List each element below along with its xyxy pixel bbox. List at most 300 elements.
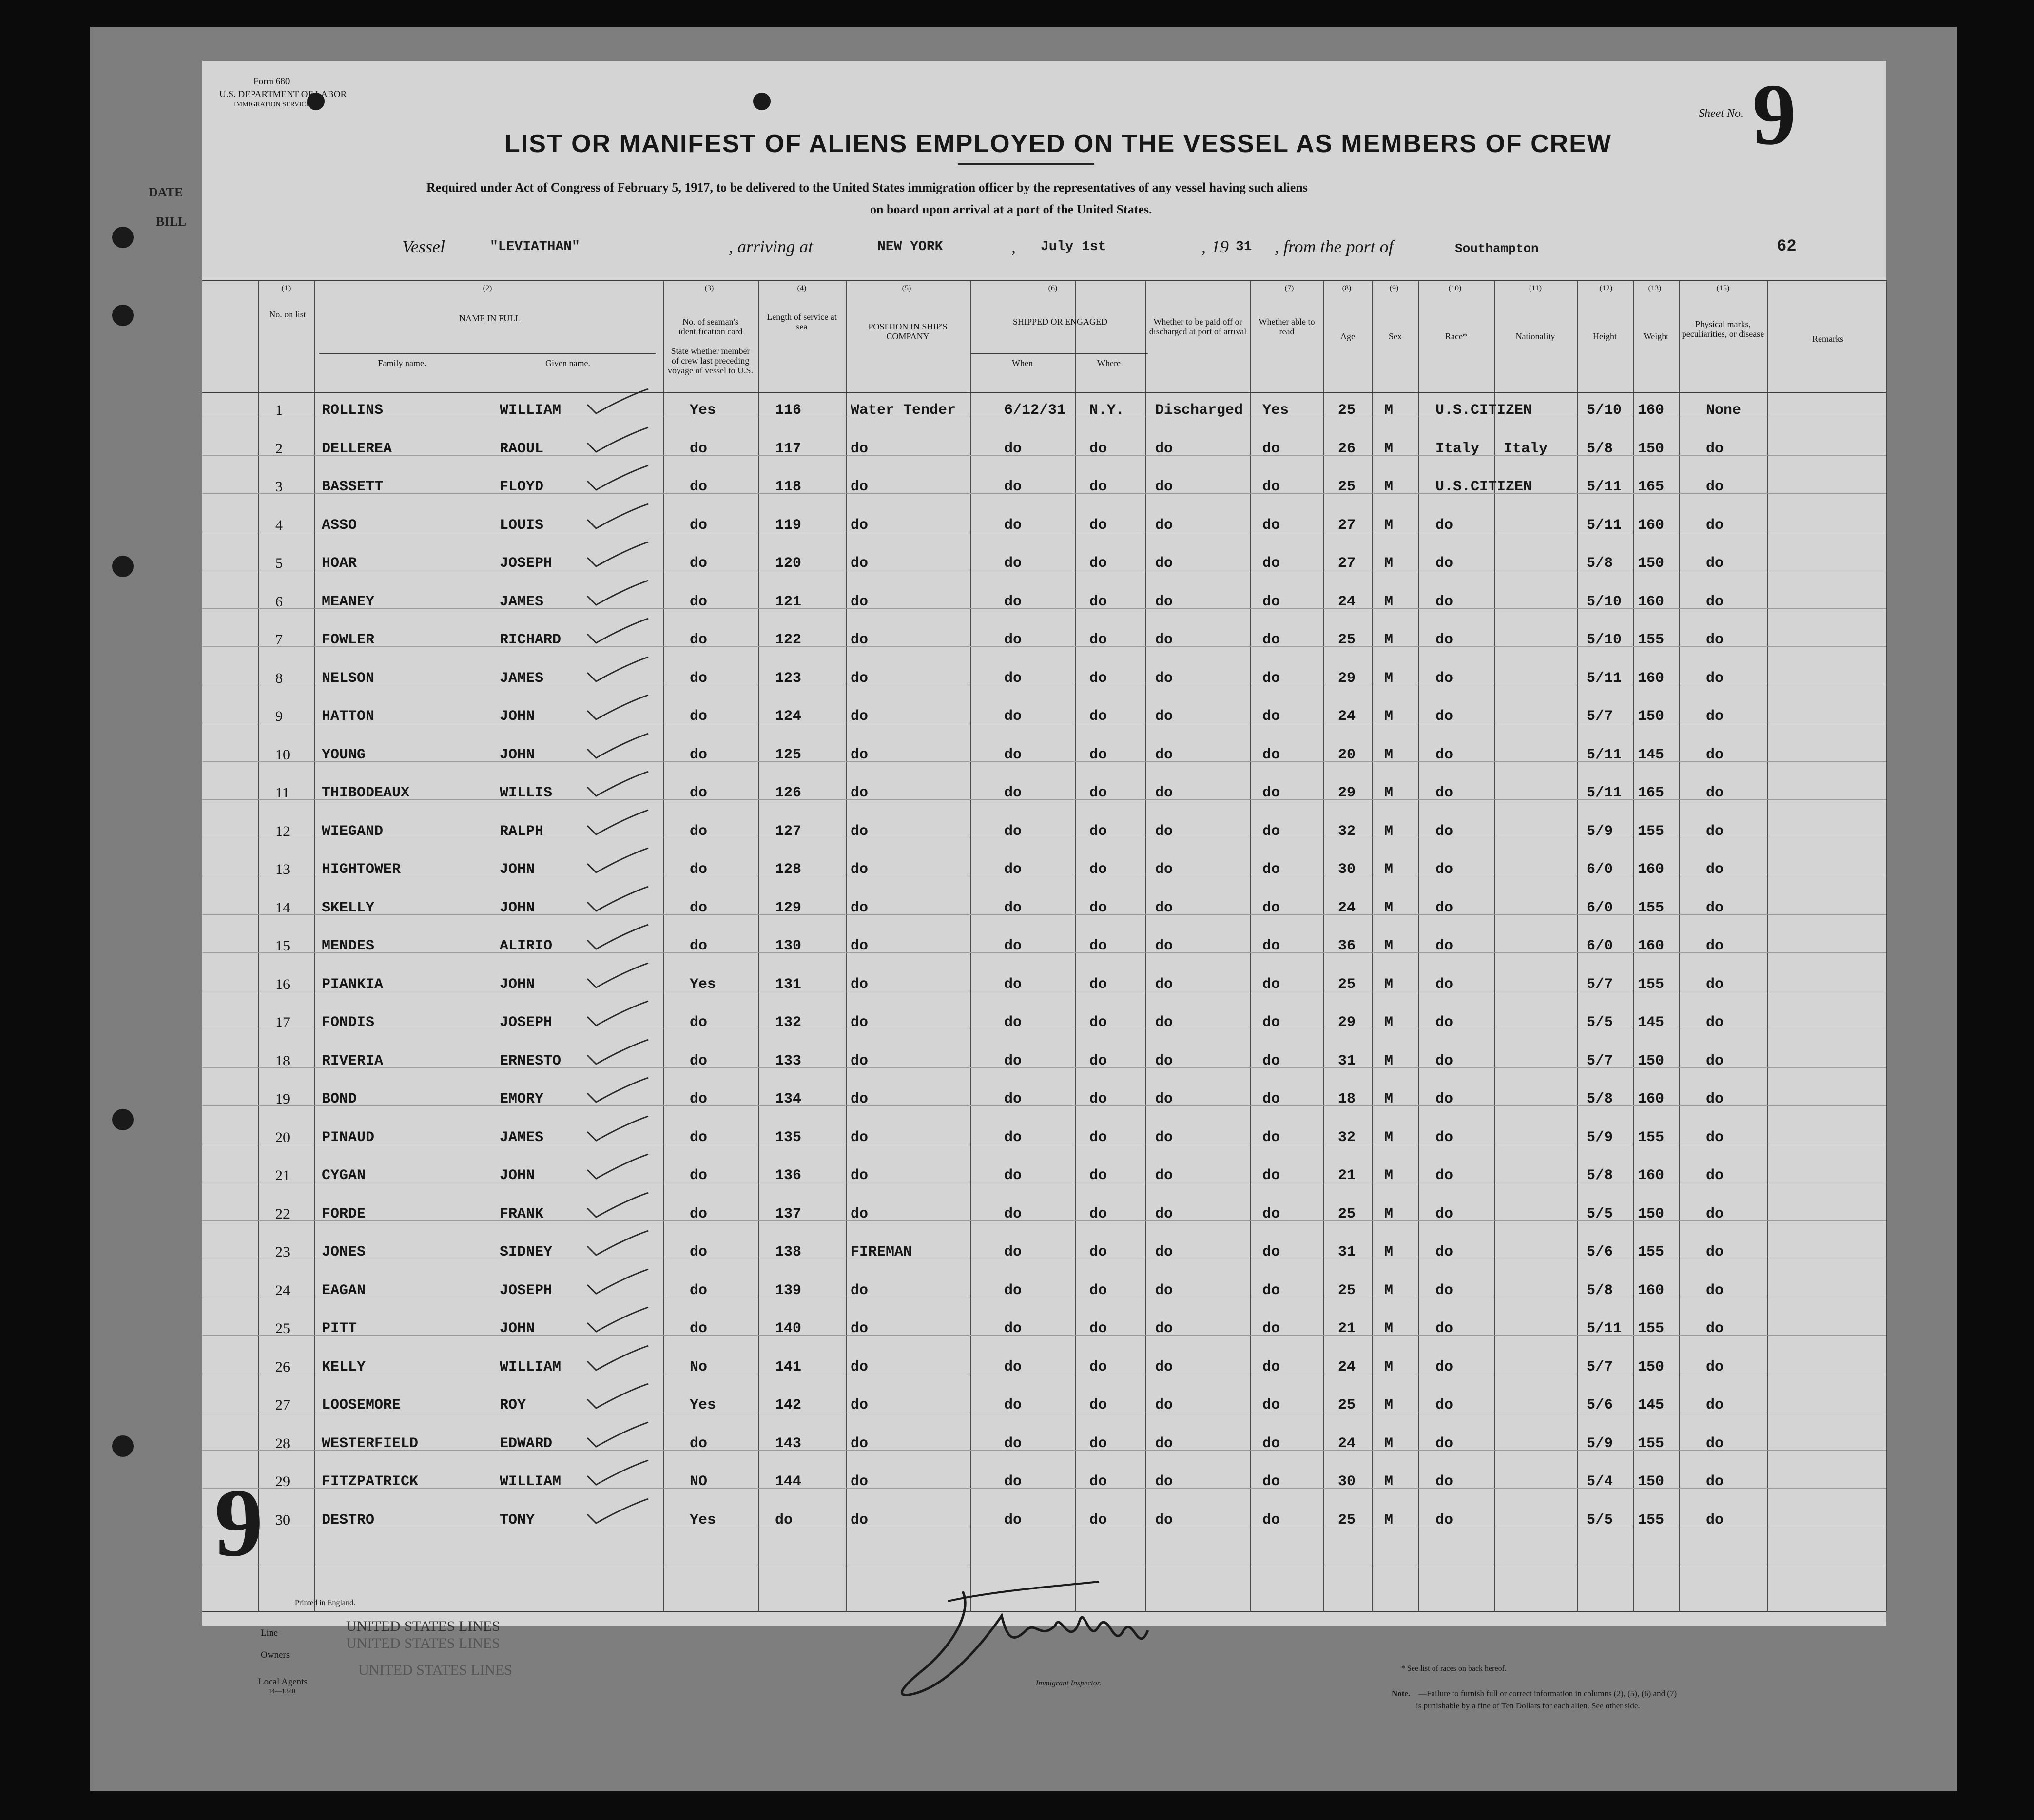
weight-cell: 145 [1638, 1397, 1665, 1413]
sex-cell: M [1384, 1397, 1394, 1413]
height-cell: 5/10 [1587, 593, 1622, 610]
service-length-cell: 125 [775, 746, 802, 763]
physical-marks-cell: do [1706, 670, 1724, 687]
service-length-cell: 140 [775, 1320, 802, 1337]
shipped-when-cell: 6/12/31 [1004, 402, 1066, 419]
prev-voyage-cell: do [690, 1052, 708, 1069]
header-rule [202, 392, 1886, 393]
service-length-cell: 132 [775, 1014, 802, 1031]
paid-off-cell: do [1155, 823, 1173, 840]
race-cell: Italy [1435, 440, 1480, 457]
sex-cell: M [1384, 1205, 1394, 1222]
position-cell: do [851, 1358, 869, 1375]
weight-cell: 150 [1638, 1052, 1665, 1069]
race-cell: do [1435, 517, 1453, 534]
sex-cell: M [1384, 440, 1394, 457]
shipped-where-cell: do [1089, 1129, 1107, 1146]
shipped-where-cell: do [1089, 1320, 1107, 1337]
sex-cell: M [1384, 861, 1394, 878]
prev-voyage-cell: Yes [690, 1397, 717, 1413]
race-cell: do [1435, 976, 1453, 993]
given-name-cell: JOHN [500, 976, 535, 993]
prev-voyage-cell: do [690, 785, 708, 801]
header-weight: Weight [1643, 331, 1669, 341]
shipped-when-cell: do [1004, 1205, 1022, 1222]
age-cell: 24 [1338, 1358, 1356, 1375]
department: U.S. DEPARTMENT OF LABOR [219, 89, 347, 99]
agents-value: UNITED STATES LINES [358, 1662, 512, 1678]
position-cell: do [851, 1473, 869, 1490]
row-rule [202, 493, 1886, 494]
age-cell: 25 [1338, 1397, 1356, 1413]
race-cell: do [1435, 593, 1453, 610]
row-rule [202, 914, 1886, 915]
physical-marks-cell: do [1706, 593, 1724, 610]
position-cell: do [851, 1282, 869, 1299]
height-cell: 5/4 [1587, 1473, 1613, 1490]
position-cell: do [851, 1091, 869, 1107]
vessel-name: "LEVIATHAN" [490, 239, 580, 254]
shipped-when-cell: do [1004, 632, 1022, 648]
column-number: (4) [797, 284, 807, 292]
height-cell: 5/8 [1587, 1282, 1613, 1299]
height-cell: 5/8 [1587, 1091, 1613, 1107]
prev-voyage-cell: Yes [690, 1511, 717, 1529]
subheader-rule [319, 353, 656, 354]
prev-voyage-cell: do [690, 1320, 708, 1337]
given-name-cell: EMORY [500, 1091, 544, 1107]
column-number: (7) [1284, 284, 1294, 292]
binder-hole [112, 1109, 134, 1130]
check-mark-icon [582, 921, 651, 955]
prev-voyage-cell: do [690, 1435, 708, 1452]
prev-voyage-cell: do [690, 593, 708, 610]
age-cell: 29 [1338, 785, 1356, 801]
header-sex: Sex [1389, 331, 1402, 341]
prev-voyage-cell: do [690, 440, 708, 457]
given-name-cell: WILLIAM [500, 402, 562, 419]
height-cell: 5/11 [1587, 517, 1622, 534]
weight-cell: 160 [1638, 861, 1665, 878]
paid-off-cell: do [1155, 670, 1173, 687]
row-number: 30 [275, 1511, 290, 1528]
column-number: (15) [1716, 284, 1730, 292]
family-name-cell: THIBODEAUX [322, 785, 410, 801]
punch-hole [753, 93, 771, 110]
weight-cell: 165 [1638, 479, 1665, 495]
paid-off-cell: do [1155, 1320, 1173, 1337]
row-rule [202, 761, 1886, 762]
age-cell: 25 [1338, 402, 1356, 419]
column-number: (10) [1448, 284, 1462, 292]
row-number: 3 [275, 479, 283, 495]
column-number: (8) [1342, 284, 1352, 292]
weight-cell: 155 [1638, 976, 1665, 993]
service-length-cell: do [775, 1511, 793, 1529]
row-number: 8 [275, 670, 283, 686]
row-number: 24 [275, 1282, 290, 1298]
able-read-cell: do [1262, 976, 1280, 993]
arrival-port: NEW YORK [877, 239, 943, 254]
paid-off-cell: do [1155, 1358, 1173, 1375]
shipped-where-cell: do [1089, 899, 1107, 916]
paid-off-cell: do [1155, 861, 1173, 878]
prev-voyage-cell: do [690, 632, 708, 648]
position-cell: FIREMAN [851, 1244, 912, 1260]
check-mark-icon [582, 768, 651, 802]
shipped-when-cell: do [1004, 1129, 1022, 1146]
physical-marks-cell: do [1706, 479, 1724, 495]
paid-off-cell: do [1155, 1282, 1173, 1299]
header-physical-marks: Physical marks, peculiarities, or disease [1682, 319, 1764, 339]
binder-hole [112, 227, 134, 248]
column-number: (5) [902, 284, 911, 292]
sex-cell: M [1384, 1244, 1394, 1260]
age-cell: 27 [1338, 517, 1356, 534]
prev-voyage-cell: do [690, 479, 708, 495]
family-name-cell: FONDIS [322, 1014, 375, 1031]
given-name-cell: WILLIAM [500, 1473, 562, 1490]
sex-cell: M [1384, 1052, 1394, 1069]
row-rule [202, 952, 1886, 953]
paid-off-cell: do [1155, 593, 1173, 610]
able-read-cell: do [1262, 1052, 1280, 1069]
sex-cell: M [1384, 976, 1394, 993]
check-mark-icon [582, 844, 651, 878]
given-name-cell: ALIRIO [500, 938, 553, 954]
age-cell: 25 [1338, 1205, 1356, 1222]
physical-marks-cell: do [1706, 632, 1724, 648]
age-cell: 31 [1338, 1244, 1356, 1260]
row-number: 4 [275, 517, 283, 533]
manifest-sheet [202, 61, 1886, 1710]
shipped-when-cell: do [1004, 785, 1022, 801]
age-cell: 36 [1338, 938, 1356, 954]
sex-cell: M [1384, 785, 1394, 801]
prev-voyage-cell: do [690, 861, 708, 878]
service-length-cell: 144 [775, 1473, 802, 1490]
shipped-when-cell: do [1004, 1244, 1022, 1260]
sex-cell: M [1384, 1091, 1394, 1107]
arriving-label: , arriving at [729, 237, 814, 256]
margin-stamp: BILL [156, 214, 187, 229]
paid-off-cell: Discharged [1155, 402, 1243, 419]
able-read-cell: do [1262, 1205, 1280, 1222]
family-name-cell: WESTERFIELD [322, 1435, 419, 1452]
race-cell: do [1435, 1320, 1453, 1337]
check-mark-icon [582, 462, 651, 496]
race-cell: U.S.CITIZEN [1435, 479, 1532, 495]
given-name-cell: JOSEPH [500, 1282, 553, 1299]
physical-marks-cell: do [1706, 938, 1724, 954]
check-mark-icon [582, 577, 651, 611]
service-length-cell: 133 [775, 1052, 802, 1069]
age-cell: 25 [1338, 976, 1356, 993]
race-cell: do [1435, 1244, 1453, 1260]
shipped-where-cell: do [1089, 746, 1107, 763]
physical-marks-cell: do [1706, 1129, 1724, 1146]
shipped-where-cell: do [1089, 861, 1107, 878]
agents-code: 14—1340 [268, 1688, 295, 1695]
age-cell: 18 [1338, 1091, 1356, 1107]
shipped-where-cell: do [1089, 1091, 1107, 1107]
height-cell: 5/10 [1587, 402, 1622, 419]
race-cell: do [1435, 899, 1453, 916]
height-cell: 5/7 [1587, 1358, 1613, 1375]
service-length-cell: 136 [775, 1167, 802, 1184]
weight-cell: 160 [1638, 517, 1665, 534]
header-able-read: Whether able to read [1259, 317, 1315, 336]
height-cell: 5/5 [1587, 1511, 1613, 1529]
able-read-cell: do [1262, 440, 1280, 457]
sex-cell: M [1384, 823, 1394, 840]
physical-marks-cell: do [1706, 708, 1724, 725]
check-mark-icon [582, 1495, 651, 1529]
paid-off-cell: do [1155, 1435, 1173, 1452]
service-length-cell: 135 [775, 1129, 802, 1146]
race-cell: do [1435, 1014, 1453, 1031]
race-cell: do [1435, 1397, 1453, 1413]
race-cell: do [1435, 1167, 1453, 1184]
family-name-cell: MENDES [322, 938, 375, 954]
able-read-cell: do [1262, 593, 1280, 610]
paid-off-cell: do [1155, 708, 1173, 725]
shipped-where-cell: do [1089, 938, 1107, 954]
height-cell: 5/11 [1587, 746, 1622, 763]
physical-marks-cell: do [1706, 555, 1724, 572]
physical-marks-cell: do [1706, 1473, 1724, 1490]
shipped-when-cell: do [1004, 593, 1022, 610]
prev-voyage-cell: Yes [690, 402, 717, 419]
shipped-where-cell: do [1089, 1435, 1107, 1452]
service-length-cell: 123 [775, 670, 802, 687]
check-mark-icon [582, 1456, 651, 1491]
race-cell: do [1435, 823, 1453, 840]
given-name-cell: RICHARD [500, 632, 562, 648]
able-read-cell: do [1262, 899, 1280, 916]
row-number: 13 [275, 861, 290, 877]
prev-voyage-cell: do [690, 1014, 708, 1031]
check-mark-icon [582, 883, 651, 917]
position-cell: do [851, 823, 869, 840]
row-number: 7 [275, 632, 283, 648]
sex-cell: M [1384, 555, 1394, 572]
weight-cell: 165 [1638, 785, 1665, 801]
row-rule [202, 1488, 1886, 1489]
subtitle-line-2: on board upon arrival at a port of the United States. [870, 202, 1152, 216]
shipped-where-cell: do [1089, 555, 1107, 572]
family-name-cell: JONES [322, 1244, 366, 1260]
height-cell: 5/11 [1587, 1320, 1622, 1337]
paid-off-cell: do [1155, 1397, 1173, 1413]
prev-voyage-cell: do [690, 899, 708, 916]
paid-off-cell: do [1155, 1129, 1173, 1146]
shipped-where-cell: do [1089, 785, 1107, 801]
row-number: 17 [275, 1014, 290, 1030]
given-name-cell: RALPH [500, 823, 544, 840]
physical-marks-cell: do [1706, 1052, 1724, 1069]
service-length-cell: 128 [775, 861, 802, 878]
position-cell: do [851, 1397, 869, 1413]
physical-marks-cell: do [1706, 1167, 1724, 1184]
row-rule [202, 1105, 1886, 1106]
shipped-when-cell: do [1004, 1397, 1022, 1413]
weight-cell: 150 [1638, 1205, 1665, 1222]
position-cell: do [851, 670, 869, 687]
note-label: Note. [1392, 1689, 1411, 1698]
given-name-cell: JOHN [500, 708, 535, 725]
physical-marks-cell: do [1706, 785, 1724, 801]
weight-cell: 145 [1638, 746, 1665, 763]
row-number: 14 [275, 899, 290, 916]
shipped-when-cell: do [1004, 899, 1022, 916]
shipped-when-cell: do [1004, 1511, 1022, 1529]
able-read-cell: do [1262, 1167, 1280, 1184]
form-number: Form 680 [253, 77, 290, 87]
header-seaman-card: No. of seaman's identification card [678, 317, 743, 336]
height-cell: 5/11 [1587, 479, 1622, 495]
able-read-cell: do [1262, 1091, 1280, 1107]
row-number: 18 [275, 1052, 290, 1069]
header-shipped-engaged: SHIPPED OR ENGAGED [1012, 317, 1107, 327]
family-name-cell: DESTRO [322, 1511, 375, 1529]
height-cell: 6/0 [1587, 938, 1613, 954]
race-cell: do [1435, 1205, 1453, 1222]
position-cell: do [851, 938, 869, 954]
able-read-cell: do [1262, 1320, 1280, 1337]
age-cell: 20 [1338, 746, 1356, 763]
position-cell: do [851, 976, 869, 993]
page-title: LIST OR MANIFEST OF ALIENS EMPLOYED ON THE VESSEL AS MEMBERS OF CREW [504, 130, 1612, 158]
shipped-when-cell: do [1004, 1014, 1022, 1031]
sex-cell: M [1384, 1282, 1394, 1299]
shipped-where-cell: do [1089, 1358, 1107, 1375]
check-mark-icon [582, 1418, 651, 1452]
given-name-cell: JOHN [500, 1320, 535, 1337]
header-nationality: Nationality [1515, 331, 1555, 341]
row-number: 15 [275, 938, 290, 954]
shipped-where-cell: do [1089, 440, 1107, 457]
column-number: (13) [1648, 284, 1662, 292]
weight-cell: 155 [1638, 1511, 1665, 1529]
binder-hole [112, 556, 134, 577]
shipped-when-cell: do [1004, 976, 1022, 993]
race-cell: do [1435, 1129, 1453, 1146]
given-name-cell: JOHN [500, 861, 535, 878]
paid-off-cell: do [1155, 1205, 1173, 1222]
header-remarks: Remarks [1812, 334, 1843, 344]
check-mark-icon [582, 730, 651, 764]
height-cell: 5/8 [1587, 440, 1613, 457]
column-number: (9) [1389, 284, 1399, 292]
owners-label: Owners [261, 1650, 290, 1660]
position-cell: do [851, 785, 869, 801]
height-cell: 5/6 [1587, 1244, 1613, 1260]
weight-cell: 155 [1638, 1320, 1665, 1337]
service-length-cell: 137 [775, 1205, 802, 1222]
able-read-cell: do [1262, 1473, 1280, 1490]
given-name-cell: JOHN [500, 746, 535, 763]
page-ref: 62 [1777, 237, 1797, 256]
sex-cell: M [1384, 1511, 1394, 1529]
family-name-cell: EAGAN [322, 1282, 366, 1299]
header-height: Height [1593, 331, 1617, 341]
column-number: (2) [483, 284, 492, 292]
from-port: Southampton [1455, 241, 1539, 256]
header-family-name: Family name. [378, 358, 426, 368]
service-length-cell: 142 [775, 1397, 802, 1413]
header-no-on-list: No. on list [269, 310, 306, 319]
check-mark-icon [582, 1112, 651, 1146]
shipped-when-cell: do [1004, 1167, 1022, 1184]
family-name-cell: DELLEREA [322, 440, 392, 457]
given-name-cell: EDWARD [500, 1435, 553, 1452]
shipped-when-cell: do [1004, 746, 1022, 763]
check-mark-icon [582, 1150, 651, 1184]
row-number: 25 [275, 1320, 290, 1336]
age-cell: 27 [1338, 555, 1356, 572]
shipped-when-cell: do [1004, 1320, 1022, 1337]
given-name-cell: SIDNEY [500, 1244, 553, 1260]
shipped-when-cell: do [1004, 1435, 1022, 1452]
prev-voyage-cell: do [690, 1167, 708, 1184]
given-name-cell: WILLIAM [500, 1358, 562, 1375]
given-name-cell: ROY [500, 1397, 526, 1413]
weight-cell: 160 [1638, 1282, 1665, 1299]
nationality-cell: Italy [1504, 440, 1548, 457]
service-length-cell: 118 [775, 479, 802, 495]
family-name-cell: ROLLINS [322, 402, 384, 419]
service: IMMIGRATION SERVICE [234, 101, 310, 108]
check-mark-icon [582, 653, 651, 687]
shipped-where-cell: do [1089, 1205, 1107, 1222]
position-cell: do [851, 861, 869, 878]
height-cell: 5/7 [1587, 708, 1613, 725]
given-name-cell: FLOYD [500, 479, 544, 495]
note-text-1: —Failure to furnish full or correct information in columns (2), (5), (6) and (7) [1418, 1689, 1677, 1698]
shipped-where-cell: do [1089, 670, 1107, 687]
prev-voyage-cell: do [690, 670, 708, 687]
height-cell: 5/11 [1587, 785, 1622, 801]
sex-cell: M [1384, 593, 1394, 610]
races-note: * See list of races on back hereof. [1401, 1665, 1507, 1673]
family-name-cell: FITZPATRICK [322, 1473, 419, 1490]
position-cell: do [851, 746, 869, 763]
row-rule [202, 608, 1886, 609]
weight-cell: 150 [1638, 1358, 1665, 1375]
height-cell: 5/9 [1587, 1435, 1613, 1452]
weight-cell: 160 [1638, 402, 1665, 419]
able-read-cell: do [1262, 1397, 1280, 1413]
shipped-where-cell: do [1089, 1014, 1107, 1031]
height-cell: 6/0 [1587, 861, 1613, 878]
shipped-where-cell: do [1089, 1282, 1107, 1299]
age-cell: 24 [1338, 1435, 1356, 1452]
family-name-cell: HIGHTOWER [322, 861, 401, 878]
sex-cell: M [1384, 1129, 1394, 1146]
check-mark-icon [582, 959, 651, 993]
check-mark-icon [582, 538, 651, 572]
line-label: Line [261, 1628, 278, 1638]
family-name-cell: YOUNG [322, 746, 366, 763]
shipped-when-cell: do [1004, 823, 1022, 840]
given-name-cell: JOHN [500, 1167, 535, 1184]
line-value: UNITED STATES LINES [346, 1618, 500, 1634]
shipped-when-cell: do [1004, 1473, 1022, 1490]
row-number: 11 [275, 785, 290, 801]
header-race: Race* [1445, 331, 1467, 341]
row-rule [202, 1450, 1886, 1451]
